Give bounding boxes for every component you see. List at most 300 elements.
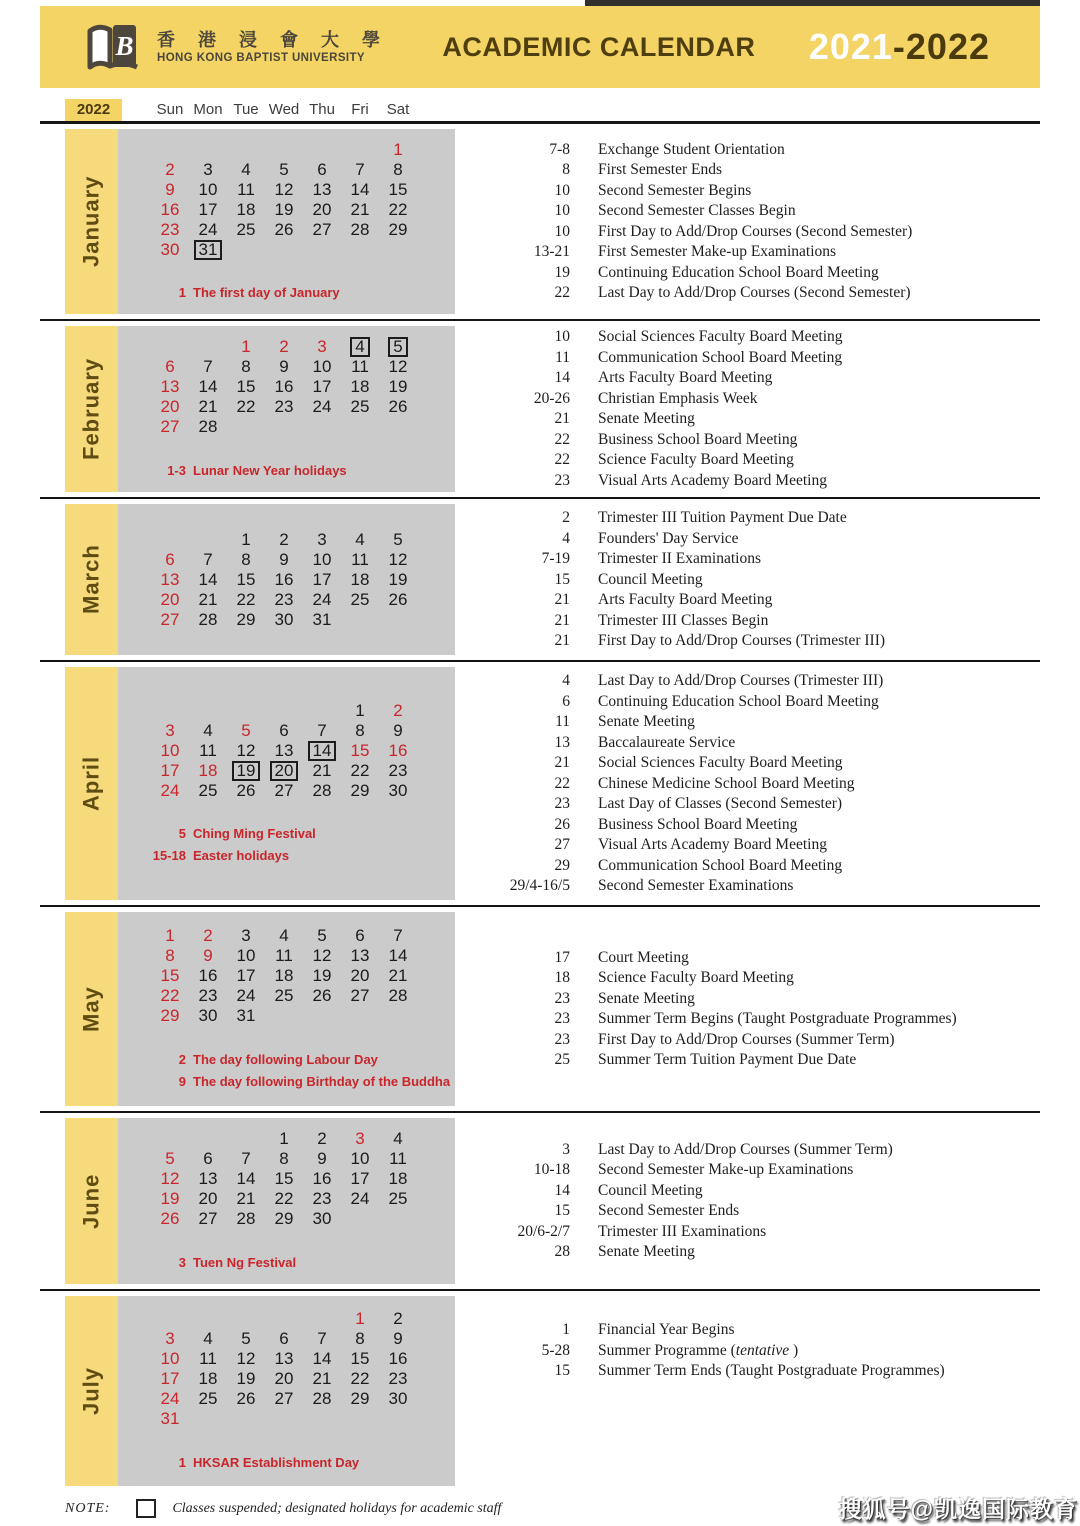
day-cell [151, 200, 189, 220]
event-date: 22 [554, 430, 570, 448]
event-text: Business School Board Meeting [598, 430, 798, 448]
calendar-week [151, 397, 455, 417]
day-number: 23 [312, 1189, 332, 1208]
event-text: First Day to Add/Drop Courses (Trimester III) [598, 632, 886, 649]
calendar-week [151, 1169, 455, 1189]
month-row-february [40, 321, 1040, 499]
month-events [455, 129, 1040, 314]
event-date: 23 [554, 471, 570, 489]
day-cell-empty [227, 1129, 265, 1149]
day-number: 18 [198, 760, 218, 780]
event-row [470, 732, 1040, 753]
day-cell [227, 1369, 265, 1389]
day-cell [265, 610, 303, 630]
event-row [470, 1030, 1040, 1051]
day-cell [227, 200, 265, 220]
event-date: 23 [554, 795, 570, 812]
day-cell [189, 180, 227, 200]
holiday-notes [151, 823, 455, 867]
calendar-week [151, 530, 455, 550]
day-cell [341, 1329, 379, 1349]
day-cell [265, 337, 303, 357]
day-number: 23 [160, 219, 180, 239]
day-number: 27 [274, 780, 294, 800]
page-title: ACADEMIC CALENDAR [442, 31, 756, 62]
month-label: February [65, 326, 118, 492]
month-calendar-grid [118, 667, 455, 900]
day-cell [151, 1189, 189, 1209]
day-number: 9 [279, 549, 289, 569]
event-text: Arts Faculty Board Meeting [598, 369, 773, 387]
day-cell [227, 1349, 265, 1369]
event-row [470, 1222, 1040, 1243]
holiday-notes [151, 1251, 455, 1273]
day-number: 16 [388, 740, 408, 760]
calendar-week [151, 337, 455, 357]
event-text: Summer Term Tuition Payment Due Date [598, 1051, 857, 1069]
day-number: 27 [160, 609, 180, 629]
day-cell [341, 1149, 379, 1169]
day-cell [341, 1369, 379, 1389]
day-number: 11 [351, 549, 369, 569]
year-badge: 2022 [65, 99, 122, 121]
day-number: 11 [199, 1349, 217, 1368]
day-cell [303, 1349, 341, 1369]
holiday-note-text: The day following Labour Day [193, 1051, 378, 1067]
event-date: 10 [554, 181, 570, 199]
event-text: Last Day to Add/Drop Courses (Trimester III) [598, 672, 884, 689]
weekday-label: Sun [156, 101, 184, 118]
event-text: Exchange Student Orientation [598, 140, 785, 158]
day-number: 29 [350, 780, 370, 800]
day-number: 24 [350, 1189, 370, 1208]
day-number: 14 [308, 741, 337, 761]
day-number: 21 [198, 397, 218, 416]
day-number: 4 [241, 159, 251, 179]
day-number: 20 [274, 1369, 294, 1388]
holiday-notes [151, 1048, 455, 1092]
day-cell [151, 1409, 189, 1429]
month-events [455, 1296, 1040, 1486]
event-row [470, 1050, 1040, 1071]
day-number: 27 [312, 219, 332, 239]
day-cell [341, 180, 379, 200]
event-text: Second Semester Classes Begin [598, 202, 796, 220]
day-cell [227, 741, 265, 761]
day-cell [379, 1169, 417, 1189]
day-cell [189, 1006, 227, 1026]
holiday-note-date: 1 [178, 285, 186, 300]
event-date: 6 [562, 692, 570, 710]
day-number: 6 [355, 926, 365, 945]
day-cell [189, 417, 227, 437]
month-calendar-grid [118, 504, 455, 655]
day-number: 22 [236, 589, 256, 609]
holiday-note-text: Ching Ming Festival [193, 826, 316, 841]
day-cell [303, 1169, 341, 1189]
event-row [470, 948, 1040, 969]
day-cell [151, 397, 189, 417]
day-cell [379, 966, 417, 986]
day-number: 19 [388, 569, 408, 589]
day-cell [227, 220, 265, 240]
day-number: 3 [165, 720, 175, 740]
day-cell [379, 1189, 417, 1209]
day-number: 6 [317, 159, 327, 179]
day-cell [303, 397, 341, 417]
day-number: 2 [393, 700, 403, 720]
event-row [470, 160, 1040, 181]
day-number: 3 [203, 159, 213, 179]
day-number: 14 [312, 1349, 332, 1368]
holiday-note-date: 5 [178, 826, 186, 841]
month-calendar-grid [118, 129, 455, 314]
month-label: July [65, 1296, 118, 1486]
suspended-checkbox-icon [136, 1499, 156, 1518]
day-cell [303, 337, 341, 357]
event-row [470, 610, 1040, 631]
day-cell [265, 966, 303, 986]
academic-year [809, 26, 990, 68]
day-cell [303, 1369, 341, 1389]
day-cell [303, 1149, 341, 1169]
day-cell [379, 781, 417, 801]
day-number: 11 [237, 179, 255, 199]
day-cell [379, 1389, 417, 1409]
calendar-week [151, 1189, 455, 1209]
day-cell [189, 550, 227, 570]
event-row [470, 1320, 1040, 1341]
event-date: 26 [554, 815, 570, 833]
event-text: Chinese Medicine School Board Meeting [598, 774, 855, 792]
event-row [470, 528, 1040, 549]
weekday-label: Mon [193, 101, 223, 118]
event-date: 1 [562, 1321, 570, 1339]
day-number: 22 [350, 1369, 370, 1388]
day-cell [341, 590, 379, 610]
day-cell [379, 721, 417, 741]
event-text: First Day to Add/Drop Courses (Summer Term) [598, 1030, 895, 1048]
holiday-note-date: 1-3 [167, 462, 186, 478]
day-cell [341, 1389, 379, 1409]
day-cell-empty [151, 140, 189, 160]
event-date: 10 [554, 202, 570, 220]
day-cell [151, 357, 189, 377]
day-cell [189, 781, 227, 801]
holiday-note-text: Lunar New Year holidays [193, 462, 347, 478]
day-number: 7 [203, 357, 213, 376]
event-row [470, 1181, 1040, 1202]
event-text: Social Sciences Faculty Board Meeting [598, 328, 843, 346]
event-date: 15 [554, 1362, 570, 1380]
event-row [470, 1160, 1040, 1181]
day-cell [379, 397, 417, 417]
day-cell [189, 377, 227, 397]
event-text: Senate Meeting [598, 989, 695, 1007]
day-number: 19 [236, 1369, 256, 1388]
calendar-week [151, 1149, 455, 1169]
day-cell [303, 926, 341, 946]
day-number: 26 [236, 1389, 256, 1408]
event-date: 22 [554, 451, 570, 469]
day-cell-empty [189, 530, 227, 550]
day-number: 10 [198, 179, 218, 199]
month-label: January [65, 129, 118, 314]
event-date: 21 [554, 410, 570, 428]
day-cell [303, 180, 341, 200]
day-cell [151, 1169, 189, 1189]
day-number: 24 [312, 589, 332, 609]
holiday-note [151, 823, 455, 845]
event-text: Last Day to Add/Drop Courses (Second Semester) [598, 284, 911, 302]
hkbu-logo [86, 22, 389, 72]
event-text: Christian Emphasis Week [598, 389, 758, 407]
day-cell [265, 550, 303, 570]
day-number: 10 [350, 1149, 370, 1168]
day-number: 4 [355, 529, 365, 549]
day-number: 5 [317, 926, 327, 945]
day-cell [341, 550, 379, 570]
event-text: Trimester III Tuition Payment Due Date [598, 509, 847, 526]
calendar-week [151, 160, 455, 180]
event-date: 4 [562, 529, 570, 547]
day-number: 15 [350, 1349, 370, 1368]
event-text: Trimester III Examinations [598, 1222, 767, 1240]
day-cell [265, 1329, 303, 1349]
day-cell [227, 1389, 265, 1409]
event-row [470, 671, 1040, 692]
event-text: Last Day of Classes (Second Semester) [598, 795, 843, 812]
day-number: 14 [198, 569, 218, 589]
day-cell [227, 1329, 265, 1349]
event-text: Arts Faculty Board Meeting [598, 591, 773, 608]
day-cell [379, 701, 417, 721]
day-number: 7 [203, 549, 213, 569]
event-date: 11 [555, 348, 570, 366]
day-number: 9 [279, 357, 289, 376]
day-cell [379, 986, 417, 1006]
day-number: 8 [355, 1329, 365, 1348]
event-date: 10 [554, 222, 570, 240]
day-number: 21 [350, 199, 370, 219]
day-cell [265, 946, 303, 966]
calendar-week [151, 200, 455, 220]
day-cell [341, 701, 379, 721]
day-cell-empty [227, 140, 265, 160]
day-cell [303, 1329, 341, 1349]
day-number: 17 [160, 760, 180, 780]
month-calendar-grid [118, 326, 455, 492]
month-events [455, 912, 1040, 1106]
day-number: 5 [241, 720, 251, 740]
day-number: 2 [165, 159, 175, 179]
day-cell [303, 721, 341, 741]
day-number: 15 [350, 740, 370, 760]
day-number: 4 [279, 926, 289, 945]
day-cell [341, 200, 379, 220]
day-cell [227, 357, 265, 377]
day-cell [379, 926, 417, 946]
day-cell [151, 1149, 189, 1169]
day-cell [151, 610, 189, 630]
day-number: 2 [279, 529, 289, 549]
day-number: 11 [389, 1149, 407, 1168]
day-number: 3 [317, 529, 327, 549]
day-number: 25 [198, 1389, 218, 1408]
event-text: Continuing Education School Board Meeting [598, 263, 879, 281]
day-number: 7 [317, 1329, 327, 1348]
event-row [470, 140, 1040, 161]
event-text: First Day to Add/Drop Courses (Second Semester) [598, 222, 913, 240]
day-cell [151, 986, 189, 1006]
day-cell [227, 781, 265, 801]
day-cell [189, 741, 227, 761]
event-text: Visual Arts Academy Board Meeting [598, 836, 827, 853]
day-cell [227, 160, 265, 180]
day-number: 1 [393, 139, 403, 159]
holiday-note [151, 1451, 455, 1473]
day-number: 24 [236, 986, 256, 1005]
event-text: Senate Meeting [598, 410, 695, 428]
day-cell-empty [265, 701, 303, 721]
event-date: 29 [554, 856, 570, 874]
day-cell [303, 220, 341, 240]
event-text: Summer Term Ends (Taught Postgraduate Programmes) [598, 1362, 945, 1380]
event-row [470, 855, 1040, 876]
day-number: 17 [312, 569, 332, 589]
event-date: 21 [554, 754, 570, 771]
day-cell [227, 946, 265, 966]
day-number: 20 [198, 1189, 218, 1208]
day-cell [189, 721, 227, 741]
day-number: 20 [270, 761, 299, 781]
day-number: 30 [274, 609, 294, 629]
scan-edge-strip [585, 0, 1040, 6]
day-cell [303, 570, 341, 590]
holiday-note [151, 282, 455, 304]
day-number: 16 [160, 199, 180, 219]
day-number: 27 [160, 417, 180, 436]
day-number: 14 [388, 946, 408, 965]
day-number: 25 [350, 589, 370, 609]
day-number: 28 [350, 219, 370, 239]
event-text: Trimester II Examinations [598, 550, 762, 567]
day-cell [265, 1389, 303, 1409]
event-date: 23 [554, 1030, 570, 1048]
day-number: 10 [312, 357, 332, 376]
month-row-march [40, 499, 1040, 662]
day-number: 20 [350, 966, 370, 985]
svg-text:B: B [115, 31, 134, 61]
month-calendar-grid [118, 1296, 455, 1486]
month-row-july [40, 1291, 1040, 1491]
day-cell [303, 377, 341, 397]
day-cell [379, 570, 417, 590]
day-cell [227, 986, 265, 1006]
event-date: 28 [554, 1243, 570, 1261]
calendar-week [151, 966, 455, 986]
day-number: 15 [388, 179, 408, 199]
weekday-label: Thu [309, 101, 335, 118]
day-number: 14 [350, 179, 370, 199]
day-number: 5 [165, 1149, 175, 1168]
day-cell [341, 160, 379, 180]
day-cell-empty [189, 140, 227, 160]
event-date: 5-28 [541, 1341, 570, 1359]
day-number: 16 [274, 569, 294, 589]
event-row [470, 201, 1040, 222]
event-row [470, 569, 1040, 590]
day-number: 16 [312, 1169, 332, 1188]
holiday-note-date: 15-18 [152, 848, 186, 863]
day-cell [303, 530, 341, 550]
day-cell [379, 140, 417, 160]
day-number: 17 [350, 1169, 370, 1188]
day-number: 22 [350, 760, 370, 780]
holiday-note-text: HKSAR Establishment Day [193, 1454, 360, 1470]
calendar-week [151, 1129, 455, 1149]
event-date: 10-18 [533, 1161, 570, 1179]
day-number: 23 [274, 397, 294, 416]
day-number: 29 [350, 1389, 370, 1408]
event-row [470, 1341, 1040, 1362]
day-number: 4 [203, 720, 213, 740]
day-cell [379, 1329, 417, 1349]
day-cell [151, 1006, 189, 1026]
day-cell [265, 590, 303, 610]
calendar-week [151, 1369, 455, 1389]
event-text: Baccalaureate Service [598, 733, 736, 751]
event-date: 2 [562, 509, 570, 526]
event-text: Second Semester Ends [598, 1202, 740, 1220]
day-cell [265, 397, 303, 417]
event-row [470, 222, 1040, 243]
holiday-note-date: 3 [178, 1254, 186, 1270]
day-number: 15 [160, 966, 180, 985]
day-number: 8 [393, 159, 403, 179]
event-date: 19 [554, 263, 570, 281]
day-cell [151, 781, 189, 801]
holiday-note-text: Easter holidays [193, 848, 290, 863]
day-cell [341, 926, 379, 946]
day-cell [303, 610, 341, 630]
event-row [470, 989, 1040, 1010]
month-label: May [65, 912, 118, 1106]
day-cell [303, 1189, 341, 1209]
day-cell [303, 1129, 341, 1149]
day-number: 6 [203, 1149, 213, 1168]
day-number: 31 [194, 240, 223, 260]
day-cell [151, 1369, 189, 1389]
day-cell [151, 741, 189, 761]
day-cell [189, 761, 227, 781]
event-row [470, 508, 1040, 529]
day-cell [151, 761, 189, 781]
event-text: Continuing Education School Board Meeting [598, 692, 879, 710]
day-number: 23 [388, 760, 408, 780]
day-number: 4 [203, 1329, 213, 1348]
event-row [470, 263, 1040, 284]
day-number: 29 [160, 1006, 180, 1025]
event-text: Last Day to Add/Drop Courses (Summer Term) [598, 1140, 893, 1158]
day-number: 28 [236, 1209, 256, 1228]
calendar-week [151, 781, 455, 801]
day-cell [265, 1189, 303, 1209]
event-text: Summer Programme (tentative ) [598, 1341, 799, 1359]
day-cell [227, 337, 265, 357]
event-text: Social Sciences Faculty Board Meeting [598, 754, 843, 771]
day-number: 28 [312, 1389, 332, 1408]
